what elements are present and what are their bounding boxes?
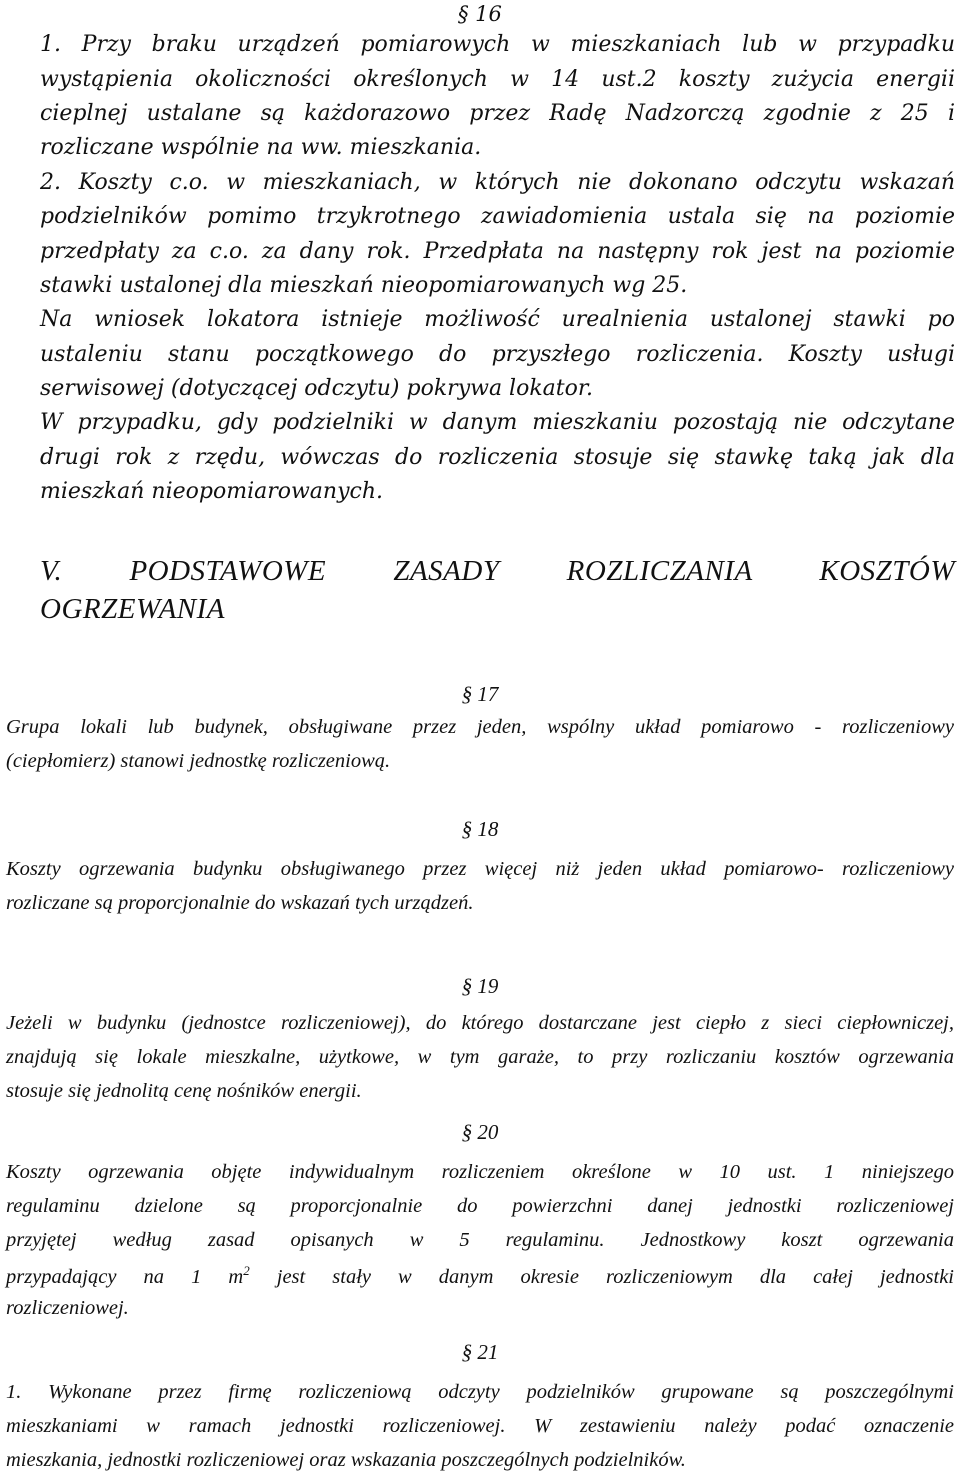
- section-17-symbol: § 17: [461, 682, 499, 706]
- section-16-symbol: § 16: [458, 2, 502, 26]
- s18-line-2: rozliczane są proporcjonalnie do wskazań tych urządzeń.: [6, 892, 474, 914]
- s16-line-9: Na wniosek lokatora istnieje możliwość urealnienia ustalonej stawki po: [40, 307, 955, 332]
- s20-line-4-part-1: przypadający na 1 m: [6, 1265, 244, 1288]
- s16-line-3: cieplnej ustalane są każdorazowo przez Radę Nadzorczą zgodnie z 25 i: [40, 101, 955, 126]
- s16-line-11: serwisowej (dotyczącej odczytu) pokrywa lokator.: [40, 376, 593, 401]
- s16-line-14: mieszkań nieopomiarowanych.: [40, 479, 384, 504]
- s17-line-1: Grupa lokali lub budynek, obsługiwane przez jeden, wspólny układ pomiarowo - rozliczeniowy: [6, 716, 954, 738]
- section-20-symbol: § 20: [461, 1120, 499, 1144]
- s16-line-8: stawki ustalonej dla mieszkań nieopomiarowanych wg 25.: [40, 273, 688, 298]
- section-19-symbol: § 19: [461, 974, 499, 998]
- s16-line-1: 1. Przy braku urządzeń pomiarowych w mieszkaniach lub w przypadku: [40, 32, 955, 57]
- s20-line-5: rozliczeniowej.: [6, 1297, 129, 1319]
- section-18-symbol: § 18: [461, 817, 499, 841]
- s17-line-2: (ciepłomierz) stanowi jednostkę rozliczeniową.: [6, 750, 391, 772]
- s16-line-5: 2. Koszty c.o. w mieszkaniach, w których nie dokonano odczytu wskazań: [40, 170, 955, 195]
- s16-line-13: drugi rok z rzędu, wówczas do rozliczenia stosuje się stawkę taką jak dla: [40, 445, 955, 470]
- s16-line-6: podzielników pomimo trzykrotnego zawiadomienia ustala się na poziomie: [40, 204, 955, 229]
- s16-line-7: przedpłaty za c.o. za dany rok. Przedpłata na następny rok jest na poziomie: [40, 239, 955, 264]
- s18-line-1: Koszty ogrzewania budynku obsługiwanego przez więcej niż jeden układ pomiarowo- rozliczeniowy: [6, 858, 954, 880]
- s16-line-10: ustaleniu stanu początkowego do przyszłego rozliczenia. Koszty usługi: [40, 342, 955, 367]
- s20-line-4: [6, 1263, 954, 1289]
- section-21-symbol: § 21: [461, 1340, 499, 1364]
- s21-line-1: 1. Wykonane przez firmę rozliczeniową odczyty podzielników grupowane są poszczególnymi: [6, 1381, 954, 1403]
- superscript-2: 2: [243, 1263, 250, 1278]
- s19-line-2: znajdują się lokale mieszkalne, użytkowe, w tym garaże, to przy rozliczaniu kosztów ogrzewania: [6, 1046, 954, 1068]
- s19-line-3: stosuje się jednolitą cenę nośników energii.: [6, 1080, 362, 1102]
- s20-line-2: regulaminu dzielone są proporcjonalnie do powierzchni danej jednostki rozliczeniowej: [6, 1195, 954, 1217]
- s16-line-4: rozliczane wspólnie na ww. mieszkania.: [40, 135, 482, 160]
- chapter-heading-line-1: V. PODSTAWOWE ZASADY ROZLICZANIA KOSZTÓW: [40, 555, 955, 587]
- s20-line-4-part-2: jest stały w danym okresie rozliczeniowym dla całej jednostki: [249, 1265, 954, 1288]
- s19-line-1: Jeżeli w budynku (jednostce rozliczeniowej), do którego dostarczane jest ciepło z sieci ciepłowniczej,: [6, 1012, 954, 1034]
- s21-line-2: mieszkaniami w ramach jednostki rozliczeniowej. W zestawieniu należy podać oznaczenie: [6, 1415, 954, 1437]
- s20-line-3: przyjętej według zasad opisanych w 5 regulaminu. Jednostkowy koszt ogrzewania: [6, 1229, 954, 1251]
- s16-line-2: wystąpienia okoliczności określonych w 14 ust.2 koszty zużycia energii: [40, 67, 955, 92]
- chapter-heading-line-2: OGRZEWANIA: [40, 593, 226, 625]
- s21-line-3: mieszkania, jednostki rozliczeniowej oraz wskazania poszczególnych podzielników.: [6, 1449, 686, 1471]
- s20-line-1: Koszty ogrzewania objęte indywidualnym rozliczeniem określone w 10 ust. 1 niniejszego: [6, 1161, 954, 1183]
- s16-line-12: W przypadku, gdy podzielniki w danym mieszkaniu pozostają nie odczytane: [40, 410, 955, 435]
